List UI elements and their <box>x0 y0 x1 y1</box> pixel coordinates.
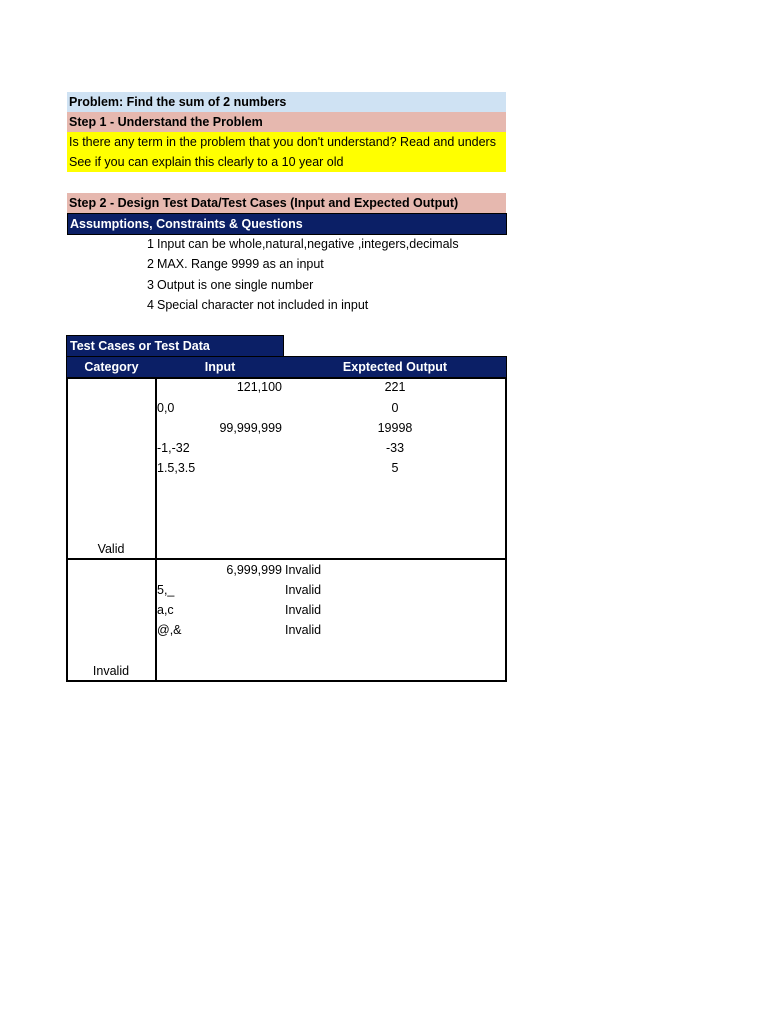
valid-output: 19998 <box>377 421 413 435</box>
column-category: Category <box>84 360 139 374</box>
category-valid: Valid <box>97 542 125 556</box>
column-output: Exptected Output <box>342 360 448 374</box>
assumption-text: Output is one single number <box>157 278 314 292</box>
assumption-text: Special character not included in input <box>157 298 369 312</box>
invalid-input: 6,999,999 <box>226 563 282 577</box>
valid-output: 221 <box>384 380 406 394</box>
valid-output: 0 <box>391 401 399 415</box>
testcases-title: Test Cases or Test Data <box>66 335 284 357</box>
valid-output: -33 <box>385 441 405 455</box>
column-input: Input <box>204 360 236 374</box>
valid-input: 99,999,999 <box>219 421 282 435</box>
invalid-output: Invalid <box>285 623 322 637</box>
assumption-text: Input can be whole,natural,negative ,integers,decimals <box>157 237 459 251</box>
problem-statement: Problem: Find the sum of 2 numbers <box>67 92 506 112</box>
valid-input: 121,100 <box>236 380 282 394</box>
assumption-num: 1 <box>147 237 154 251</box>
category-invalid: Invalid <box>92 664 130 678</box>
invalid-input: @,& <box>157 623 182 637</box>
valid-input: -1,-32 <box>157 441 190 455</box>
step1-heading: Step 1 - Understand the Problem <box>67 112 506 132</box>
invalid-input: 5,_ <box>157 583 175 597</box>
valid-output: 5 <box>391 461 399 475</box>
step1-question: Is there any term in the problem that you don't understand? Read and unders <box>67 132 506 152</box>
assumption-num: 3 <box>147 278 154 292</box>
valid-input: 0,0 <box>157 401 175 415</box>
valid-input: 1.5,3.5 <box>157 461 196 475</box>
assumptions-header: Assumptions, Constraints & Questions <box>67 213 507 235</box>
invalid-output: Invalid <box>285 563 322 577</box>
invalid-output: Invalid <box>285 583 322 597</box>
assumption-text: MAX. Range 9999 as an input <box>157 257 324 271</box>
step1-explain: See if you can explain this clearly to a 10 year old <box>67 152 506 172</box>
invalid-output: Invalid <box>285 603 322 617</box>
step2-heading: Step 2 - Design Test Data/Test Cases (Input and Expected Output) <box>67 193 506 213</box>
assumption-num: 4 <box>147 298 154 312</box>
assumption-num: 2 <box>147 257 154 271</box>
invalid-input: a,c <box>157 603 174 617</box>
